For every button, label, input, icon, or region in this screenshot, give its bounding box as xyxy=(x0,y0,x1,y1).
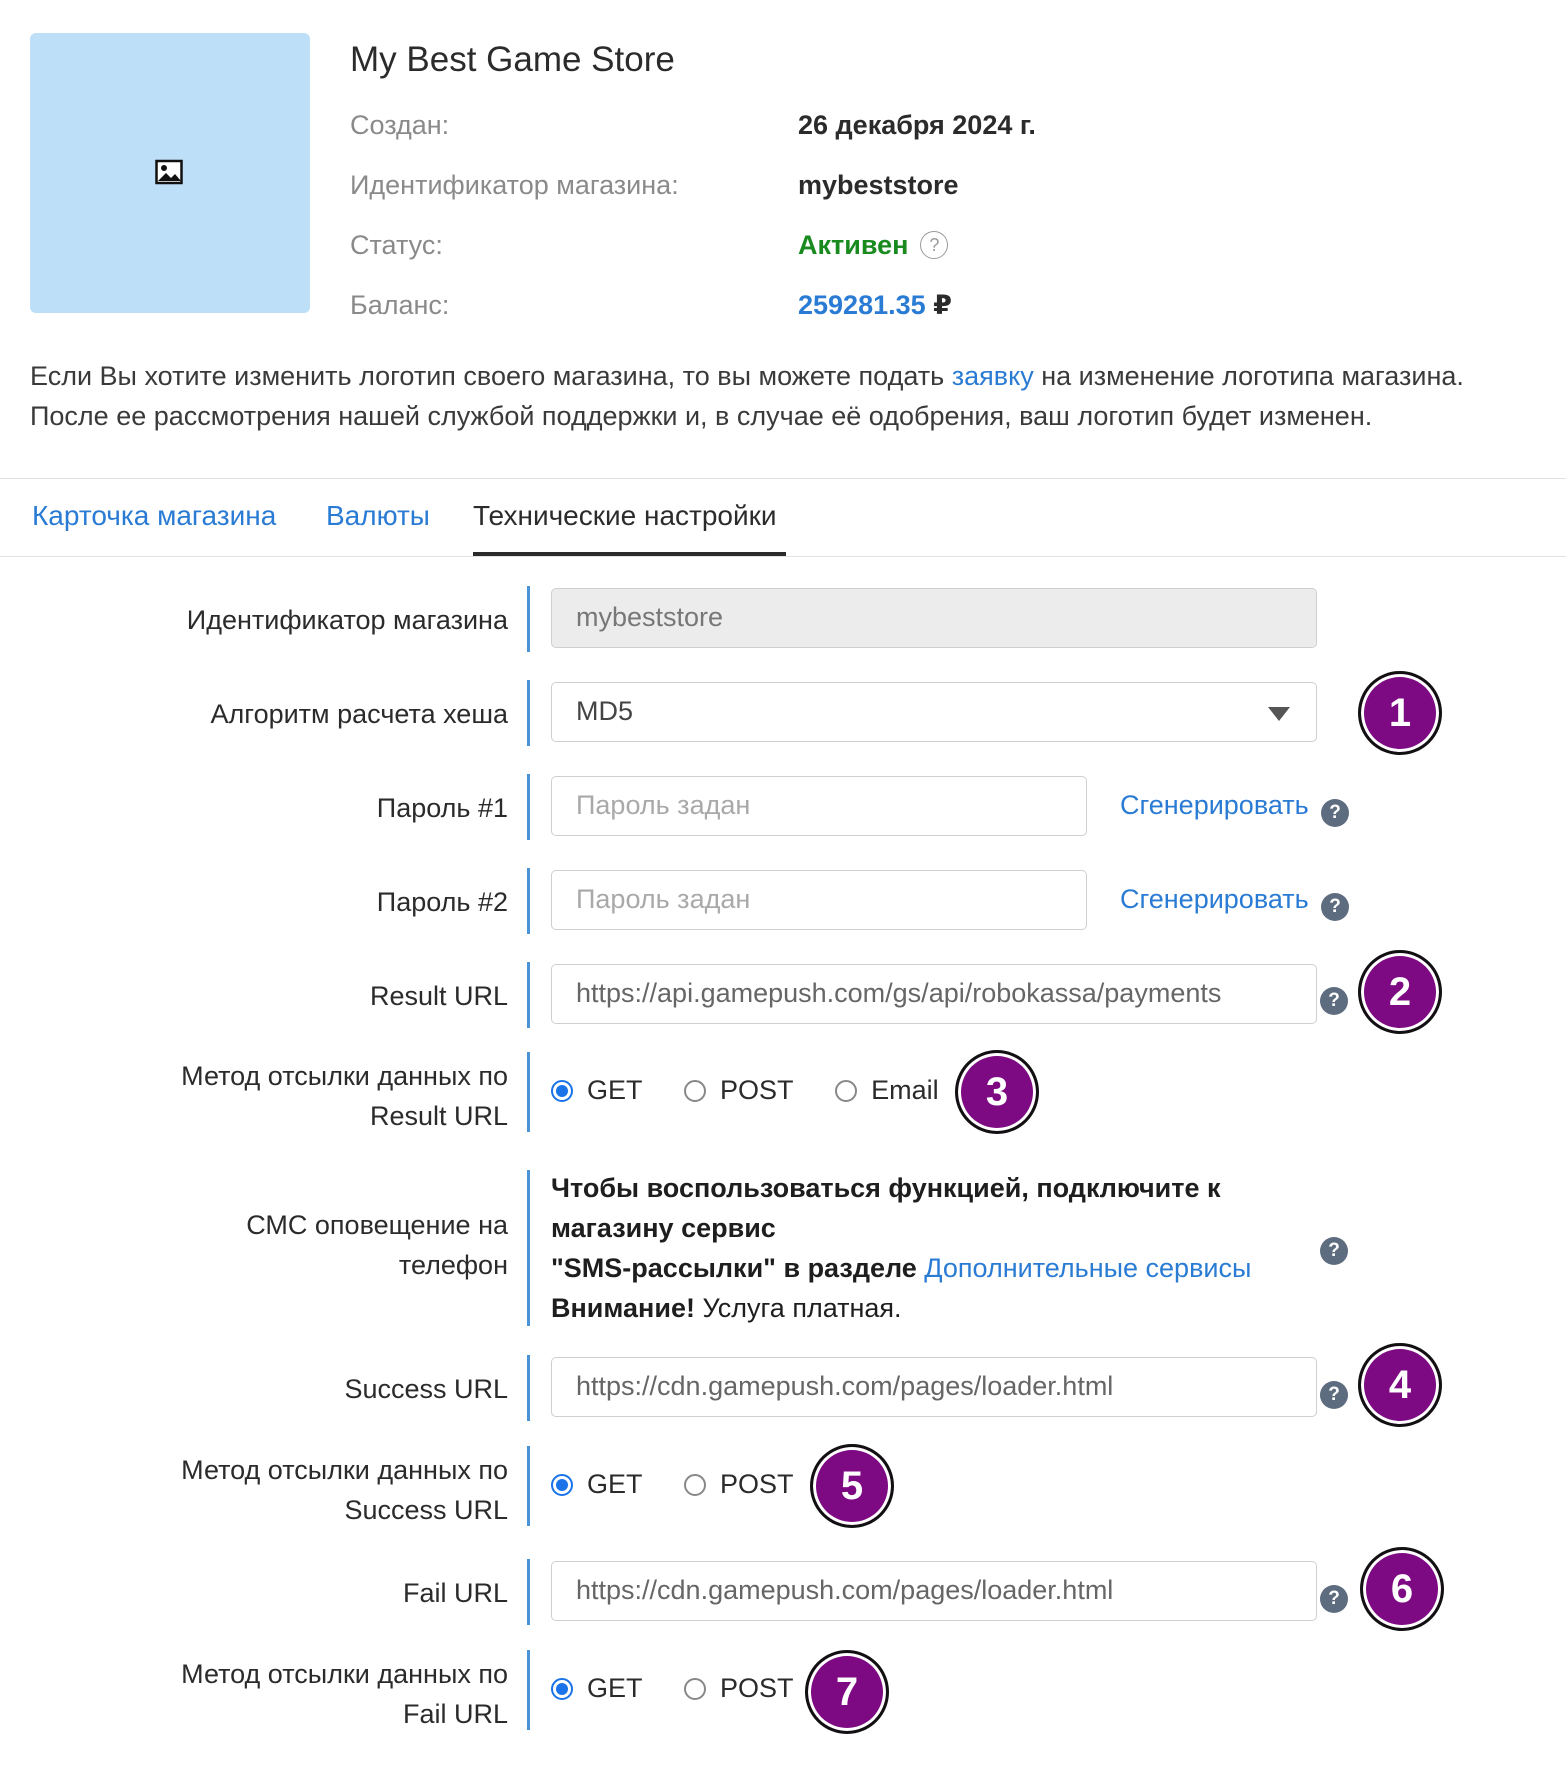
caret-down-icon xyxy=(1268,707,1290,721)
result-method-label-line1: Метод отсылки данных по xyxy=(181,1061,508,1091)
radio-unchecked-icon[interactable] xyxy=(684,1678,706,1700)
request-link[interactable]: заявку xyxy=(951,361,1034,391)
logo-change-notice xyxy=(30,356,1530,436)
success-method-radio-group xyxy=(551,1469,828,1509)
annotation-badge-3: 3 xyxy=(955,1050,1039,1134)
radio-label: GET xyxy=(587,1469,643,1499)
sms-text-line1: Чтобы воспользоваться функцией, подключите к xyxy=(551,1173,1221,1203)
row-divider xyxy=(527,868,530,934)
sms-text-line2: магазину сервис xyxy=(551,1213,776,1243)
hash-algo-select[interactable] xyxy=(551,682,1317,742)
row-divider xyxy=(527,1650,530,1730)
sms-label xyxy=(246,1205,508,1285)
annotation-badge-7: 7 xyxy=(805,1650,889,1734)
status-label: Статус: xyxy=(350,230,443,260)
radio-post[interactable] xyxy=(684,1075,794,1106)
fail-url-input[interactable]: https://cdn.gamepush.com/pages/loader.html xyxy=(551,1561,1317,1621)
ruble-symbol: ₽ xyxy=(933,290,952,320)
row-divider xyxy=(527,1170,530,1326)
tabs-bottom-divider xyxy=(0,556,1566,557)
password1-input[interactable]: Пароль задан xyxy=(551,776,1087,836)
radio-label: GET xyxy=(587,1673,643,1703)
success-method-label-line1: Метод отсылки данных по xyxy=(181,1455,508,1485)
radio-post[interactable] xyxy=(684,1469,794,1500)
store-id-value: mybeststore xyxy=(798,170,959,200)
notice-text-2: на изменение логотипа магазина. xyxy=(1033,361,1464,391)
help-icon[interactable]: ? xyxy=(1320,987,1348,1015)
radio-unchecked-icon[interactable] xyxy=(684,1080,706,1102)
status-value: Активен xyxy=(798,230,909,260)
result-method-label xyxy=(181,1056,508,1136)
notice-text-1: Если Вы хотите изменить логотип своего магазина, то вы можете подать xyxy=(30,361,952,391)
annotation-badge-4: 4 xyxy=(1358,1343,1442,1427)
notice-text-3: После ее рассмотрения нашей службой поддержки и, в случае её одобрения, ваш логотип будет изменен. xyxy=(30,401,1373,431)
row-divider xyxy=(527,962,530,1028)
radio-label: POST xyxy=(720,1469,794,1499)
help-icon[interactable]: ? xyxy=(1320,1381,1348,1409)
radio-post[interactable] xyxy=(684,1673,794,1704)
fail-method-label-line1: Метод отсылки данных по xyxy=(181,1659,508,1689)
annotation-badge-5: 5 xyxy=(810,1444,894,1528)
radio-label: GET xyxy=(587,1075,643,1105)
annotation-badge-6: 6 xyxy=(1360,1547,1444,1631)
balance-label: Баланс: xyxy=(350,290,450,320)
fail-method-label-line2: Fail URL xyxy=(402,1699,508,1729)
annotation-badge-2: 2 xyxy=(1358,950,1442,1034)
radio-checked-icon[interactable] xyxy=(551,1080,573,1102)
status-row xyxy=(798,230,948,261)
fail-method-label xyxy=(181,1654,508,1734)
radio-email[interactable] xyxy=(835,1075,939,1106)
help-icon[interactable]: ? xyxy=(1321,799,1349,827)
balance-row xyxy=(798,290,952,321)
radio-get[interactable] xyxy=(551,1673,643,1704)
sms-label-line2: телефон xyxy=(398,1250,508,1280)
radio-get[interactable] xyxy=(551,1469,643,1500)
success-method-label-line2: Success URL xyxy=(344,1495,508,1525)
help-icon[interactable]: ? xyxy=(1321,893,1349,921)
radio-checked-icon[interactable] xyxy=(551,1678,573,1700)
tab-store-card[interactable]: Карточка магазина xyxy=(32,500,277,531)
success-url-label: Success URL xyxy=(344,1374,508,1404)
active-tab-indicator xyxy=(473,552,786,556)
generate-password1-link[interactable]: Сгенерировать xyxy=(1120,790,1309,820)
help-icon[interactable]: ? xyxy=(1320,1585,1348,1613)
result-url-label: Result URL xyxy=(369,981,508,1011)
fail-url-label: Fail URL xyxy=(402,1578,508,1608)
warning-label: Внимание! xyxy=(551,1293,695,1323)
row-divider xyxy=(527,1446,530,1526)
sms-label-line1: СМС оповещение на xyxy=(246,1210,508,1240)
balance-value[interactable]: 259281.35 xyxy=(798,290,926,320)
tabs-top-divider xyxy=(0,478,1566,479)
help-icon[interactable]: ? xyxy=(1320,1237,1348,1265)
row-divider xyxy=(527,1559,530,1625)
success-method-label xyxy=(181,1450,508,1530)
hash-algo-value: MD5 xyxy=(576,696,634,726)
success-url-input[interactable]: https://cdn.gamepush.com/pages/loader.html xyxy=(551,1357,1317,1417)
store-id-field-label: Идентификатор магазина xyxy=(186,605,508,635)
store-title: My Best Game Store xyxy=(350,40,675,79)
radio-unchecked-icon[interactable] xyxy=(835,1080,857,1102)
password2-input[interactable]: Пароль задан xyxy=(551,870,1087,930)
radio-label: POST xyxy=(720,1673,794,1703)
radio-checked-icon[interactable] xyxy=(551,1474,573,1496)
row-divider xyxy=(527,1355,530,1421)
image-icon xyxy=(155,158,183,186)
store-id-label: Идентификатор магазина: xyxy=(350,170,679,200)
row-divider xyxy=(527,680,530,746)
status-help-icon[interactable]: ? xyxy=(920,231,948,259)
generate-password2-link[interactable]: Сгенерировать xyxy=(1120,884,1309,914)
result-url-input[interactable]: https://api.gamepush.com/gs/api/robokassa/payments xyxy=(551,964,1317,1024)
tab-technical-settings[interactable]: Технические настройки xyxy=(473,500,777,531)
row-divider xyxy=(527,586,530,652)
radio-label: POST xyxy=(720,1075,794,1105)
password1-label: Пароль #1 xyxy=(376,793,508,823)
sms-text-line3: "SMS-рассылки" в разделе xyxy=(551,1253,925,1283)
fail-method-radio-group xyxy=(551,1673,828,1713)
sms-notice xyxy=(551,1168,1291,1328)
store-id-input: mybeststore xyxy=(551,588,1317,648)
hash-algo-label: Алгоритм расчета хеша xyxy=(210,699,508,729)
warning-text: Услуга платная. xyxy=(694,1293,902,1323)
created-label: Создан: xyxy=(350,110,450,140)
radio-get[interactable] xyxy=(551,1075,643,1106)
radio-unchecked-icon[interactable] xyxy=(684,1474,706,1496)
password2-label: Пароль #2 xyxy=(376,887,508,917)
additional-services-link[interactable]: Дополнительные сервисы xyxy=(924,1253,1252,1283)
row-divider xyxy=(527,1052,530,1132)
annotation-badge-1: 1 xyxy=(1358,671,1442,755)
result-method-label-line2: Result URL xyxy=(369,1101,508,1131)
tab-currencies[interactable]: Валюты xyxy=(326,500,430,531)
row-divider xyxy=(527,774,530,840)
created-value: 26 декабря 2024 г. xyxy=(798,110,1036,140)
result-method-radio-group xyxy=(551,1075,973,1115)
radio-label: Email xyxy=(871,1075,939,1105)
